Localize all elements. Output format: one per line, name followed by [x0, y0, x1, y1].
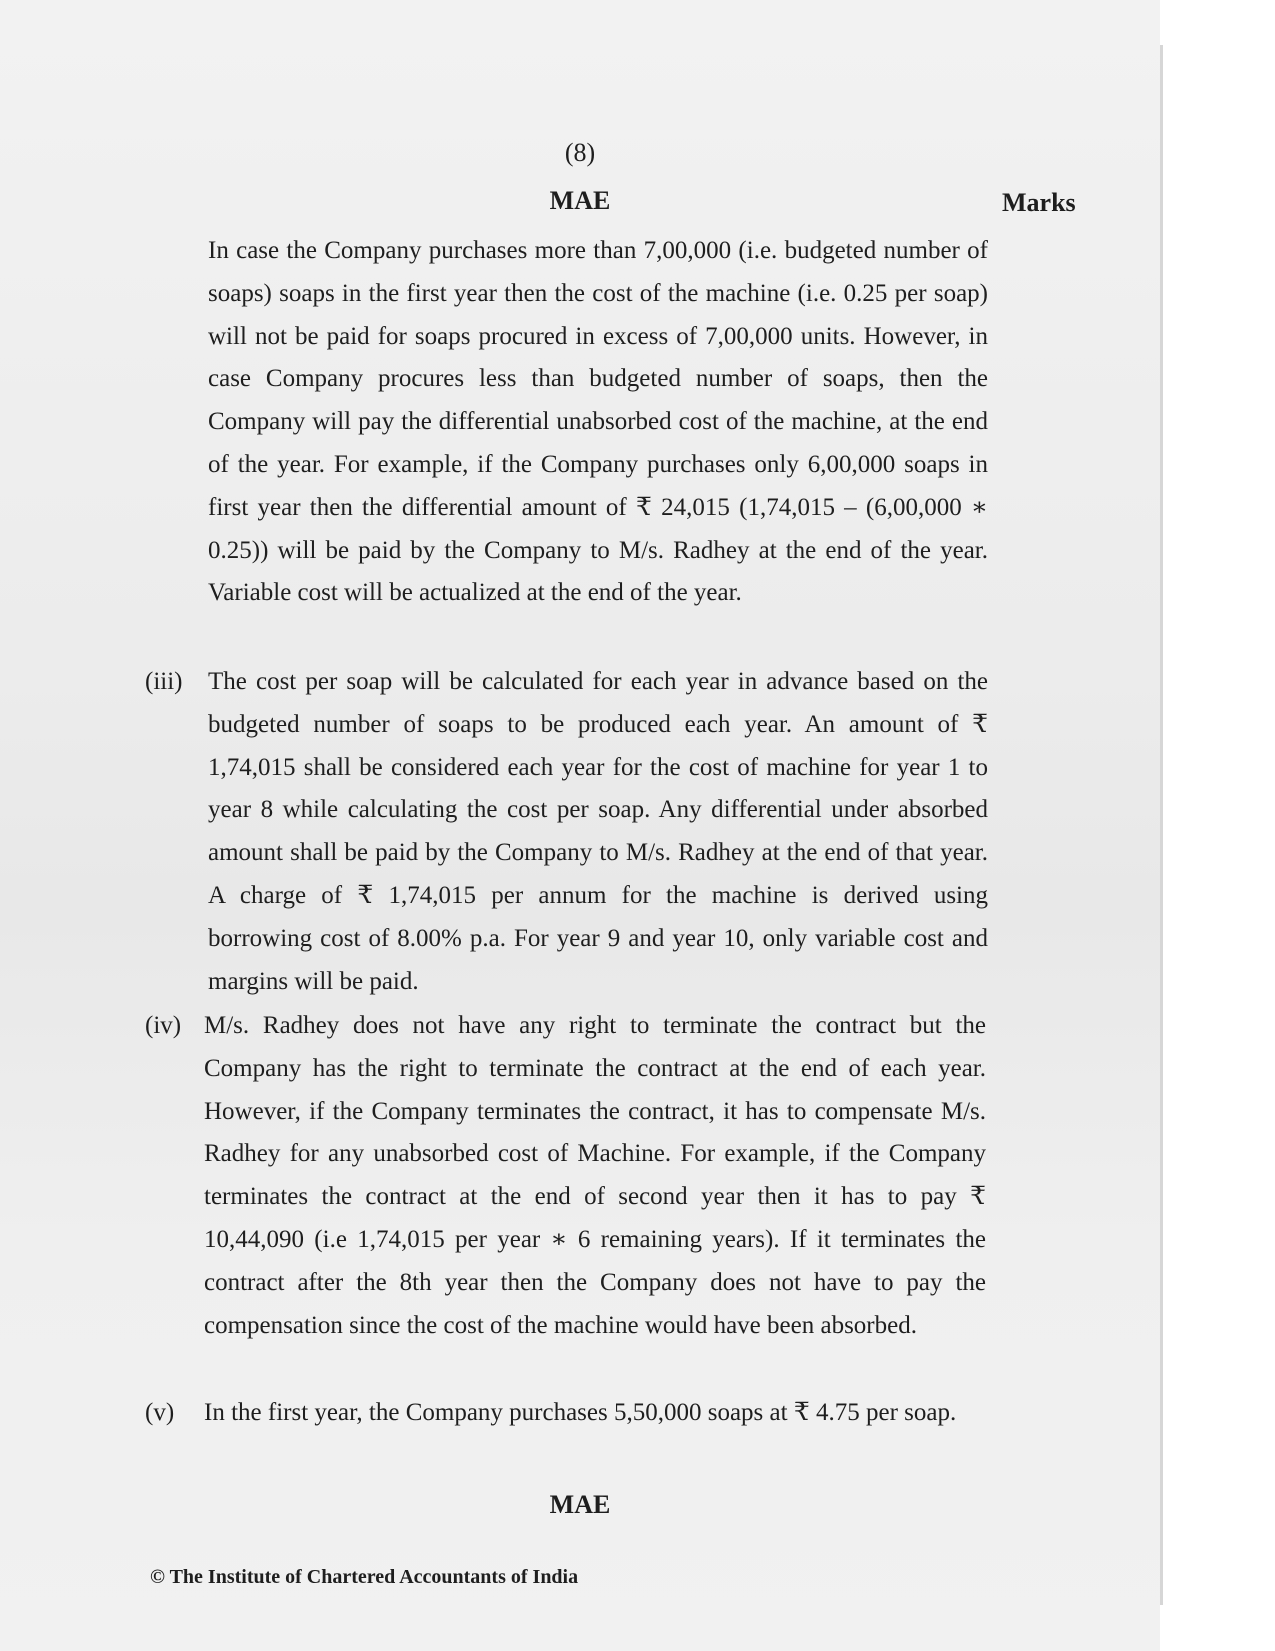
page-edge [1160, 45, 1163, 1605]
item-number-iii: (iii) [145, 668, 183, 695]
item-text-v: In the first year, the Company purchases 5,50,000 soaps at ₹ 4.75 per soap. [204, 1399, 957, 1426]
page-number: (8) [564, 138, 596, 167]
item-number-v: (v) [145, 1399, 175, 1426]
item-text-iv: M/s. Radhey does not have any right to terminate the contract but the Company has the right to terminate the contract at the end of each year. However, if the Company terminates the contract, it has to compensate M/s. Radhey for any unabsorbed cost of Machine. For example, if the Company terminates the contract at the end of second year then it has to pay ₹ 10,44,090 (i.e 1,74,015 per year ∗ 6 remaining years). If it terminates the contract after the 8th year then the Company does not have to pay the compensation since the cost of the machine would have been absorbed. [204, 1012, 986, 1339]
marks-column-label: Marks [1002, 188, 1076, 217]
item-number-iv: (iv) [145, 1012, 182, 1039]
footer-paper-code: MAE [549, 1490, 611, 1519]
item-text-iii: The cost per soap will be calculated for each year in advance based on the budgeted number of soaps to be produced each year. An amount of ₹ 1,74,015 shall be considered each year for the cost of machine for year 1 to year 8 while calculating the cost per soap. Any differential under absorbed amount shall be paid by the Company to M/s. Radhey at the end of that year. A charge of ₹ 1,74,015 per annum for the machine is derived using borrowing cost of 8.00% p.a. For year 9 and year 10, only variable cost and margins will be paid. [208, 668, 988, 995]
copyright-notice: © The Institute of Chartered Accountants of India [150, 1566, 579, 1588]
intro-paragraph: In case the Company purchases more than 7,00,000 (i.e. budgeted number of soaps) soaps in the first year then the cost of the machine (i.e. 0.25 per soap) will not be paid for soaps procured in excess of 7,00,000 units. However, in case Company procures less than budgeted number of soaps, then the Company will pay the differential unabsorbed cost of the machine, at the end of the year. For example, if the Company purchases only 6,00,000 soaps in first year then the differential amount of ₹ 24,015 (1,74,015 – (6,00,000 ∗ 0.25)) will be paid by the Company to M/s. Radhey at the end of the year. Variable cost will be actualized at the end of the year. [208, 237, 988, 607]
header-paper-code: MAE [549, 186, 611, 215]
